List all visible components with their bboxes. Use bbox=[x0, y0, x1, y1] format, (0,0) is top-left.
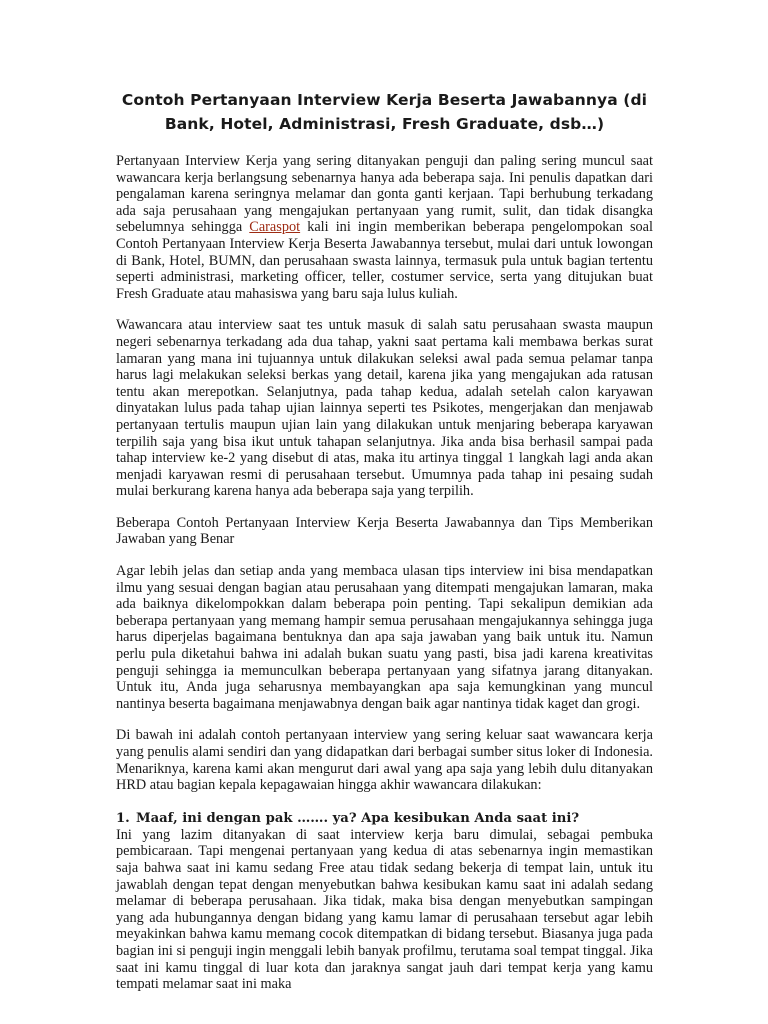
question-list-intro-paragraph: Di bawah ini adalah contoh pertanyaan interview yang sering keluar saat wawancara kerja yang penulis alami sendiri dan yang didapatkan dari berbagai sumber situs loker di Indonesia. Menariknya, karena kami akan mengurut dari awal yang apa saja yang lebih dulu ditanyakan HRD atau bagian kepala kepagawaian hingga akhir wawancara dilakukan: bbox=[116, 727, 653, 794]
intro-text-end: kali ini ingin memberikan beberapa pengelompokan soal Contoh Pertanyaan Interview Kerja Beserta Jawabannya tersebut, mulai dari untuk lowongan di Bank, Hotel, BUMN, dan perusahaan swasta lainnya, termasuk pula untuk bagian tertentu seperti administrasi, marketing officer, teller, costumer service, serta yang ditujukan buat Fresh Graduate atau mahasiswa yang baru saja lulus kuliah. bbox=[116, 219, 653, 302]
question-1-text: Maaf, ini dengan pak ……. ya? Apa kesibukan Anda saat ini? bbox=[136, 810, 580, 826]
document-page bbox=[116, 88, 653, 1008]
caraspot-link[interactable]: Caraspot bbox=[249, 219, 301, 236]
interview-stages-paragraph: Wawancara atau interview saat tes untuk masuk di salah satu perusahaan swasta maupun negeri sebenarnya terkadang ada dua tahap, yakni saat pertama kali membawa berkas surat lamaran yang mana ini tujuannya untuk dilakukan seleksi awal pada semua pelamar tanpa harus lagi melakukan seleksi berkas yang detail, karena jika yang mengajukan ada ratusan tentu akan merepotkan. Selanjutnya, pada tahap kedua, adalah setelah calon karyawan dinyatakan lulus pada tahap ujian lainnya seperti tes Psikotes, mengerjakan dan menjawab pertanyaan tertulis maupun ujian lain yang dilakukan untuk menjaring beberapa karyawan terpilih saja yang bisa ikut untuk tahapan selanjutnya. Jika anda bisa berhasil sampai pada tahap interview ke-2 yang disebut di atas, maka itu artinya tinggal 1 langkah lagi anda akan menjadi karyawan resmi di perusahaan tersebut. Umumnya pada tahap ini pesaing sudah mulai berkurang karena hanya ada beberapa saja yang terpilih. bbox=[116, 317, 653, 500]
question-1-heading bbox=[116, 810, 653, 827]
intro-paragraph bbox=[116, 153, 653, 302]
intro-text-start: Pertanyaan Interview Kerja yang sering ditanyakan penguji dan paling sering muncul saat wawancara kerja berlangsung sebenarnya hanya ada beberapa saja. Ini penulis dapatkan dari pengalaman karena seringnya melamar dan gonta ganti kerjaan. Tapi berhubung terkadang ada saja perusahaan yang mengajukan pertanyaan yang rumit, sulit, dan tidak disangka sebelumnya sehingga bbox=[116, 153, 653, 236]
question-1-number: 1. bbox=[116, 810, 130, 826]
grouping-tips-paragraph: Agar lebih jelas dan setiap anda yang membaca ulasan tips interview ini bisa mendapatkan ilmu yang sesuai dengan bagian atau perusahaan yang ditempati mengajukan lamaran, maka ada baiknya dikelompokkan dalam beberapa poin penting. Tapi sekalipun demikian ada beberapa pertanyaan yang memang hampir semua perusahaan mengajukannya sehingga juga harus diperjelas bagaimana bentuknya dan apa saja jawaban yang baik untuk itu. Namun perlu pula diketahui bahwa ini adalah bukan suatu yang pasti, bisa jadi karena kreativitas penguji sehingga ia memunculkan beberapa pertanyaan yang sifatnya jarang ditanyakan. Untuk itu, Anda juga seharusnya membayangkan apa saja kemungkinan yang muncul nantinya beserta bagaimana menjawabnya dengan baik agar nantinya tidak kaget dan grogi. bbox=[116, 563, 653, 712]
question-1-answer: Ini yang lazim ditanyakan di saat interview kerja baru dimulai, sebagai pembuka pembicaraan. Tapi mengenai pertanyaan yang kedua di atas sebenarnya ingin memastikan saja bahwa saat ini kamu sedang Free atau tidak sedang bekerja di tempat lain, untuk itu jawablah dengan tepat dengan menyebutkan bahwa kesibukan kamu saat ini adalah sedang melamar di beberapa perusahaan. Jika tidak, maka bisa dengan menyebutkan sampingan yang ada hubungannya dengan bidang yang kamu lamar di perusahaan tersebut agar lebih meyakinkan bahwa kamu memang cocok ditempatkan di bidang tersebut. Biasanya juga pada bagian ini si penguji ingin menggali lebih banyak profilmu, terutama soal tempat tinggal. Jika saat ini kamu tinggal di luar kota dan jaraknya sangat jauh dari tempat kerja yang kamu tempati melamar saat ini maka bbox=[116, 826, 653, 993]
document-title: Contoh Pertanyaan Interview Kerja Beserta Jawabannya (di Bank, Hotel, Administrasi, Fresh Graduate, dsb…) bbox=[121, 91, 648, 133]
section-subheading: Beberapa Contoh Pertanyaan Interview Kerja Beserta Jawabannya dan Tips Memberikan Jawaban yang Benar bbox=[116, 514, 653, 548]
